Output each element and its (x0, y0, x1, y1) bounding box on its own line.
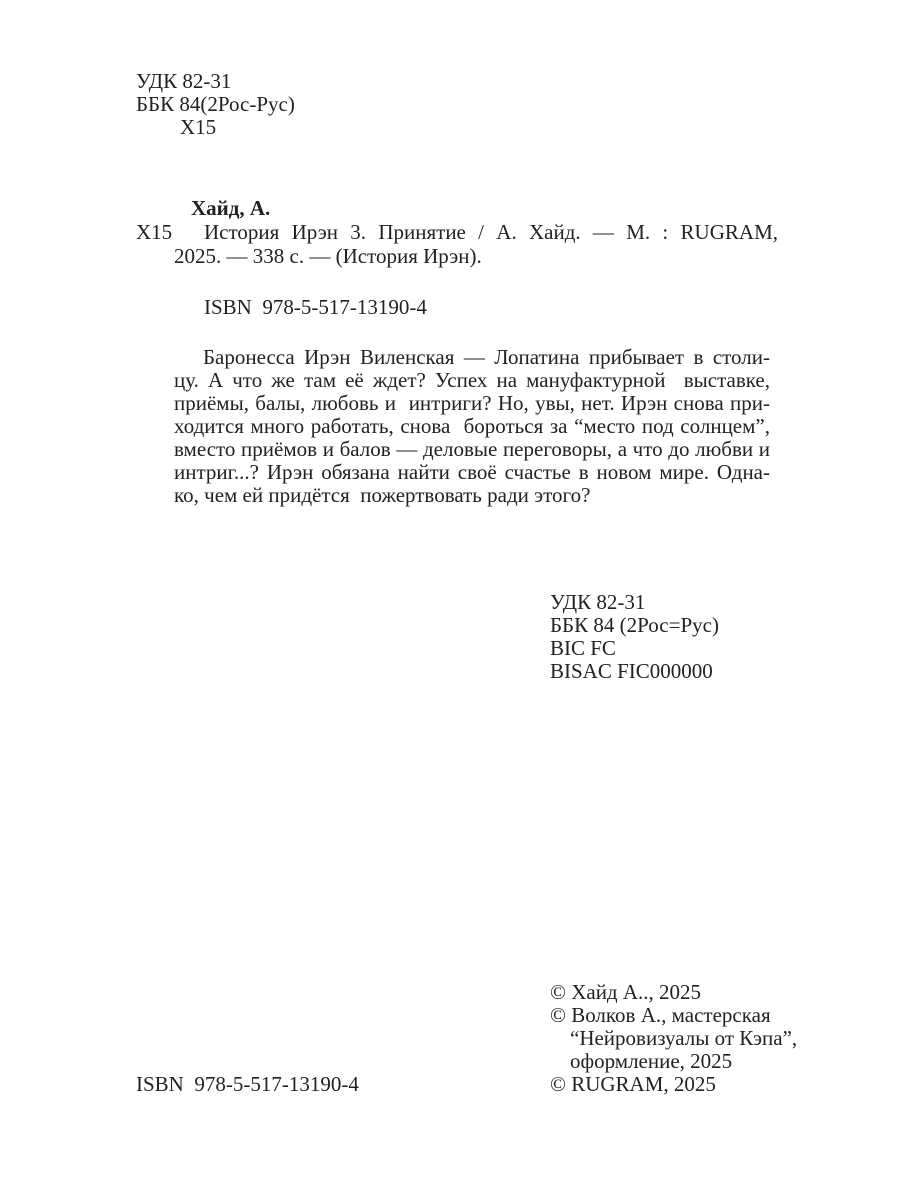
udk-code-2: УДК 82-31 (550, 590, 646, 614)
secondary-classification-block (550, 591, 719, 683)
bic-code: BIC FC (550, 636, 616, 660)
annotation-line: ко, чем ей придётся пожертвовать ради этого? (174, 483, 591, 507)
udk-code: УДК 82-31 (136, 69, 232, 93)
footer-isbn: ISBN 978-5-517-13190-4 (136, 1072, 359, 1096)
entry-title-line-1: История Ирэн 3. Принятие / А. Хайд. — М. : RUGRAM, (204, 220, 778, 244)
copyright-author: © Хайд А.., 2025 (550, 980, 702, 1004)
annotation-line: вместо приёмов и балов — деловые переговоры, а что до любви и (174, 437, 770, 461)
entry-title-line-2: 2025. — 338 с. — (История Ирэн). (174, 244, 482, 268)
entry-code: Х15 (136, 220, 173, 244)
annotation-line: цу. А что же там её ждет? Успех на мануфактурной выставке, (174, 368, 770, 392)
author-sign-code: Х15 (180, 115, 217, 139)
top-classification-block (136, 70, 295, 139)
annotation-line: приёмы, балы, любовь и интриги? Но, увы, нет. Ирэн снова при- (174, 391, 770, 415)
copyright-illustrator: © Волков А., мастерская (550, 1003, 771, 1027)
entry-isbn: ISBN 978-5-517-13190-4 (204, 295, 427, 319)
bisac-code: BISAC FIC000000 (550, 659, 713, 683)
bbk-code: ББК 84(2Рос-Рус) (136, 92, 295, 116)
copyright-publisher: © RUGRAM, 2025 (550, 1072, 716, 1096)
annotation-line: Баронесса Ирэн Виленская — Лопатина прибывает в столи- (203, 345, 770, 369)
copyright-illustrator-studio: “Нейровизуалы от Кэпа”, (570, 1026, 798, 1050)
bbk-code-2: ББК 84 (2Рос=Рус) (550, 613, 719, 637)
copyright-illustrator-design: оформление, 2025 (570, 1049, 733, 1073)
annotation-paragraph (174, 346, 770, 507)
annotation-line: ходится много работать, снова бороться за “место под солнцем”, (174, 414, 770, 438)
annotation-line: интриг...? Ирэн обязана найти своё счастье в новом мире. Одна- (174, 460, 770, 484)
author-heading: Хайд, А. (191, 196, 271, 220)
copyright-block (550, 981, 797, 1096)
